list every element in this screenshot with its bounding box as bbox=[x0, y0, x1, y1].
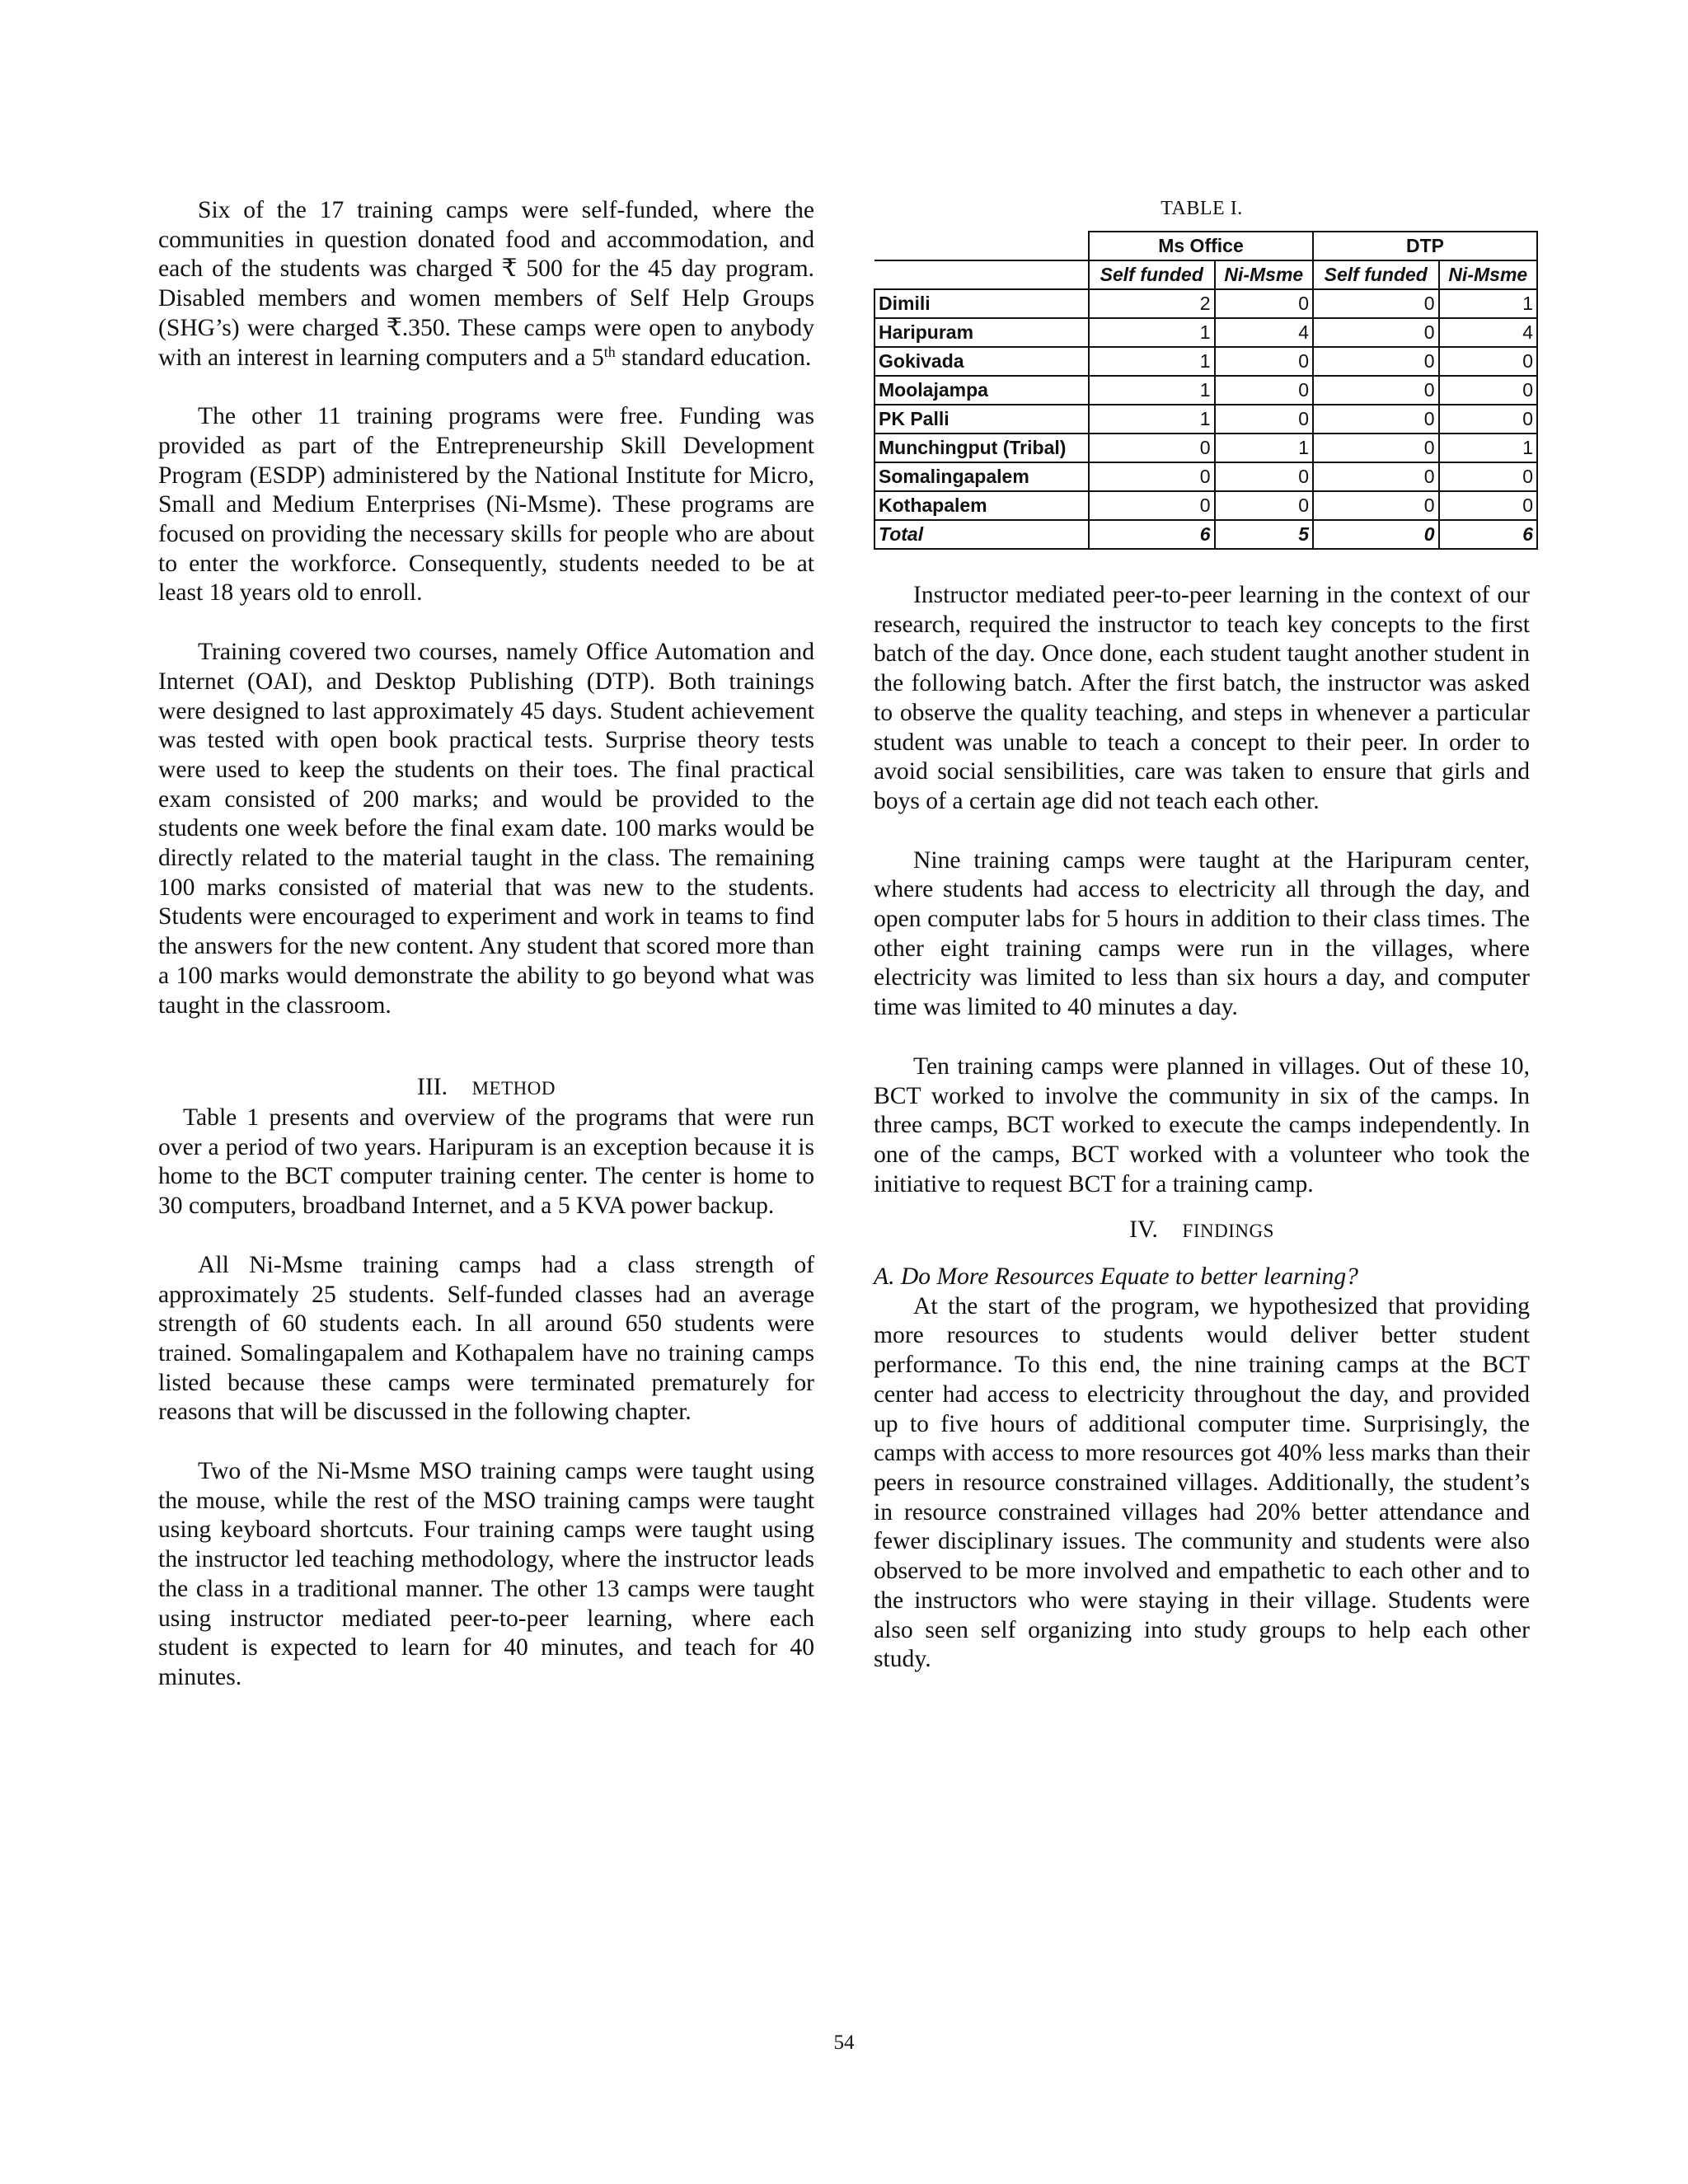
table-cell: 1 bbox=[1089, 376, 1215, 405]
table-cell: 0 bbox=[1215, 347, 1313, 376]
table-cell: 0 bbox=[1215, 405, 1313, 434]
table-cell: 1 bbox=[1439, 434, 1537, 462]
paragraph-table-overview: Table 1 presents and overview of the programs that were run over a period of two years. Haripuram is an exception because it is home to the BCT computer training center. The center is home to 30 computers, broadband Internet, and a 5 KVA power backup. bbox=[158, 1104, 814, 1220]
table-cell: 0 bbox=[1439, 491, 1537, 520]
paragraph-peer-learning: Instructor mediated peer-to-peer learning in the context of our research, required the instructor to teach key concepts to the first batch of the day. Once done, each student taught another student in the following batch. After the first batch, the instructor was asked to observe the quality teaching, and steps in whenever a particular student was unable to teach a concept to their peer. In order to avoid social sensibilities, care was taken to ensure that girls and boys of a certain age did not teach each other. bbox=[874, 582, 1530, 814]
superscript-th: th bbox=[603, 343, 616, 360]
table-cell: 0 bbox=[1313, 289, 1439, 318]
table-group-header-row bbox=[874, 232, 1537, 260]
paragraph-teaching-methods: Two of the Ni-Msme MSO training camps were taught using the mouse, while the rest of the MSO training camps were taught using keyboard shortcuts. Four training camps were taught using the instructor led teaching methodology, where the instructor leads the class in a traditional manner. The other 13 camps were taught using instructor mediated peer-to-peer learning, where each student is expected to learn for 40 minutes, and teach for 40 minutes. bbox=[158, 1458, 814, 1690]
table-cell: 0 bbox=[1089, 491, 1215, 520]
paragraph-free-programs: The other 11 training programs were free. Funding was provided as part of the Entrepreneurship Skill Development Program (ESDP) administered by the National Institute for Micro, Small and Medium Enterprises (Ni-Msme). These programs are focused on providing the necessary skills for people who are about to enter the workforce. Consequently, students needed to be at least 18 years old to enroll. bbox=[158, 403, 814, 607]
table-cell: 1 bbox=[1089, 347, 1215, 376]
table-cell: 0 bbox=[1215, 376, 1313, 405]
training-camps-table bbox=[874, 231, 1538, 550]
table-cell: 0 bbox=[1215, 491, 1313, 520]
table-cell: 0 bbox=[1439, 376, 1537, 405]
row-label: Haripuram bbox=[874, 318, 1089, 347]
row-label: Somalingapalem bbox=[874, 462, 1089, 491]
paragraph-resources-findings: At the start of the program, we hypothesized that providing more resources to students would deliver better student performance. To this end, the nine training camps at the BCT center had access to electricity throughout the day, and provided up to five hours of additional computer time. Surprisingly, the camps with access to more resources got 40% less marks than their peers in resource constrained villages. Additionally, the student’s in resource constrained villages had 20% better attendance and fewer disciplinary issues. The community and students were also observed to be more involved and empathetic to each other and to the instructors who were staying in their village. Students were also seen self organizing into study groups to help each other study. bbox=[874, 1292, 1530, 1673]
table-cell: 4 bbox=[1439, 318, 1537, 347]
right-column bbox=[874, 196, 1533, 1675]
table-cell: 0 bbox=[1439, 347, 1537, 376]
table-cell: 6 bbox=[1089, 520, 1215, 549]
sub-header: Ni-Msme bbox=[1439, 260, 1537, 289]
table-cell: 6 bbox=[1439, 520, 1537, 549]
row-label: Moolajampa bbox=[874, 376, 1089, 405]
paragraph-self-funded-camps: Six of the 17 training camps were self-funded, where the communities in question donated food and accommodation, and each of the students was charged ₹ 500 for the 45 day program. Disabled members and women members of Self Help Groups (SHG’s) were charged ₹.350. These camps were open to anybody with an interest in learning computers and a 5th standard education. bbox=[158, 197, 814, 371]
table-row bbox=[874, 318, 1537, 347]
paragraph-training-courses: Training covered two courses, namely Office Automation and Internet (OAI), and Desktop Publishing (DTP). Both trainings were designed to last approximately 45 days. Student achievement was tested with open book practical tests. Surprise theory tests were used to keep the students on their toes. The final practical exam consisted of 200 marks; and would be provided to the students one week before the final exam date. 100 marks would be directly related to the material taught in the class. The remaining 100 marks consisted of material that was new to the students. Students were encouraged to experiment and work in teams to find the answers for the new content. Any student that scored more than a 100 marks would demonstrate the ability to go beyond what was taught in the classroom. bbox=[158, 639, 814, 1019]
table-cell: 0 bbox=[1313, 462, 1439, 491]
table-cell: 2 bbox=[1089, 289, 1215, 318]
row-label: PK Palli bbox=[874, 405, 1089, 434]
table-cell: 0 bbox=[1215, 462, 1313, 491]
table-row bbox=[874, 376, 1537, 405]
group-header-ms-office: Ms Office bbox=[1089, 232, 1313, 260]
table-cell: 0 bbox=[1313, 318, 1439, 347]
row-label: Gokivada bbox=[874, 347, 1089, 376]
paragraph-haripuram-center: Nine training camps were taught at the Haripuram center, where students had access to electricity all through the day, and open computer labs for 5 hours in addition to their class times. The other eight training camps were run in the villages, where electricity was limited to less than six hours a day, and computer time was limited to 40 minutes a day. bbox=[874, 846, 1530, 1021]
subsection-heading-resources: A. Do More Resources Equate to better learning? bbox=[874, 1263, 1358, 1291]
table-cell: 0 bbox=[1215, 289, 1313, 318]
table-cell: 1 bbox=[1089, 318, 1215, 347]
table-caption: TABLE I. bbox=[1160, 198, 1243, 219]
table-row bbox=[874, 347, 1537, 376]
row-label: Dimili bbox=[874, 289, 1089, 318]
table-sub-header-row bbox=[874, 260, 1537, 289]
left-column bbox=[158, 196, 814, 1693]
row-label: Munchingput (Tribal) bbox=[874, 434, 1089, 462]
table-cell: 0 bbox=[1313, 434, 1439, 462]
table-total-row bbox=[874, 520, 1537, 549]
paragraph-village-camps: Ten training camps were planned in villages. Out of these 10, BCT worked to involve the community in six of the camps. In three camps, BCT worked to execute the camps independently. In one of the camps, BCT worked with a volunteer who took the initiative to request BCT for a training camp. bbox=[874, 1052, 1530, 1197]
table-cell: 0 bbox=[1439, 462, 1537, 491]
table-cell: 4 bbox=[1215, 318, 1313, 347]
section-heading-findings: IV. FINDINGS bbox=[1129, 1216, 1274, 1244]
table-cell: 0 bbox=[1313, 376, 1439, 405]
table-row bbox=[874, 491, 1537, 520]
table-row bbox=[874, 434, 1537, 462]
table-cell: 0 bbox=[1313, 405, 1439, 434]
sub-header: Self funded bbox=[1313, 260, 1439, 289]
group-header-dtp: DTP bbox=[1313, 232, 1537, 260]
table-row bbox=[874, 405, 1537, 434]
table-cell: 1 bbox=[1089, 405, 1215, 434]
table-cell: 0 bbox=[1089, 462, 1215, 491]
sub-header: Ni-Msme bbox=[1215, 260, 1313, 289]
table-row bbox=[874, 289, 1537, 318]
paragraph-class-strength: All Ni-Msme training camps had a class strength of approximately 25 students. Self-funded classes had an average strength of 60 students each. In all around 650 students were trained. Somalingapalem and Kothapalem have no training camps listed because these camps were terminated prematurely for reasons that will be discussed in the following chapter. bbox=[158, 1251, 814, 1426]
row-label: Kothapalem bbox=[874, 491, 1089, 520]
table-cell: 0 bbox=[1313, 347, 1439, 376]
table-cell: 5 bbox=[1215, 520, 1313, 549]
table-cell: 0 bbox=[1313, 520, 1439, 549]
table-cell: 0 bbox=[1439, 405, 1537, 434]
sub-header: Self funded bbox=[1089, 260, 1215, 289]
page-number: 54 bbox=[833, 2032, 855, 2054]
table-cell: 0 bbox=[1089, 434, 1215, 462]
table-cell: 1 bbox=[1439, 289, 1537, 318]
section-heading-method: III. METHOD bbox=[417, 1074, 556, 1101]
table-cell: 0 bbox=[1313, 491, 1439, 520]
table-cell: 1 bbox=[1215, 434, 1313, 462]
table-row bbox=[874, 462, 1537, 491]
row-label: Total bbox=[874, 520, 1089, 549]
